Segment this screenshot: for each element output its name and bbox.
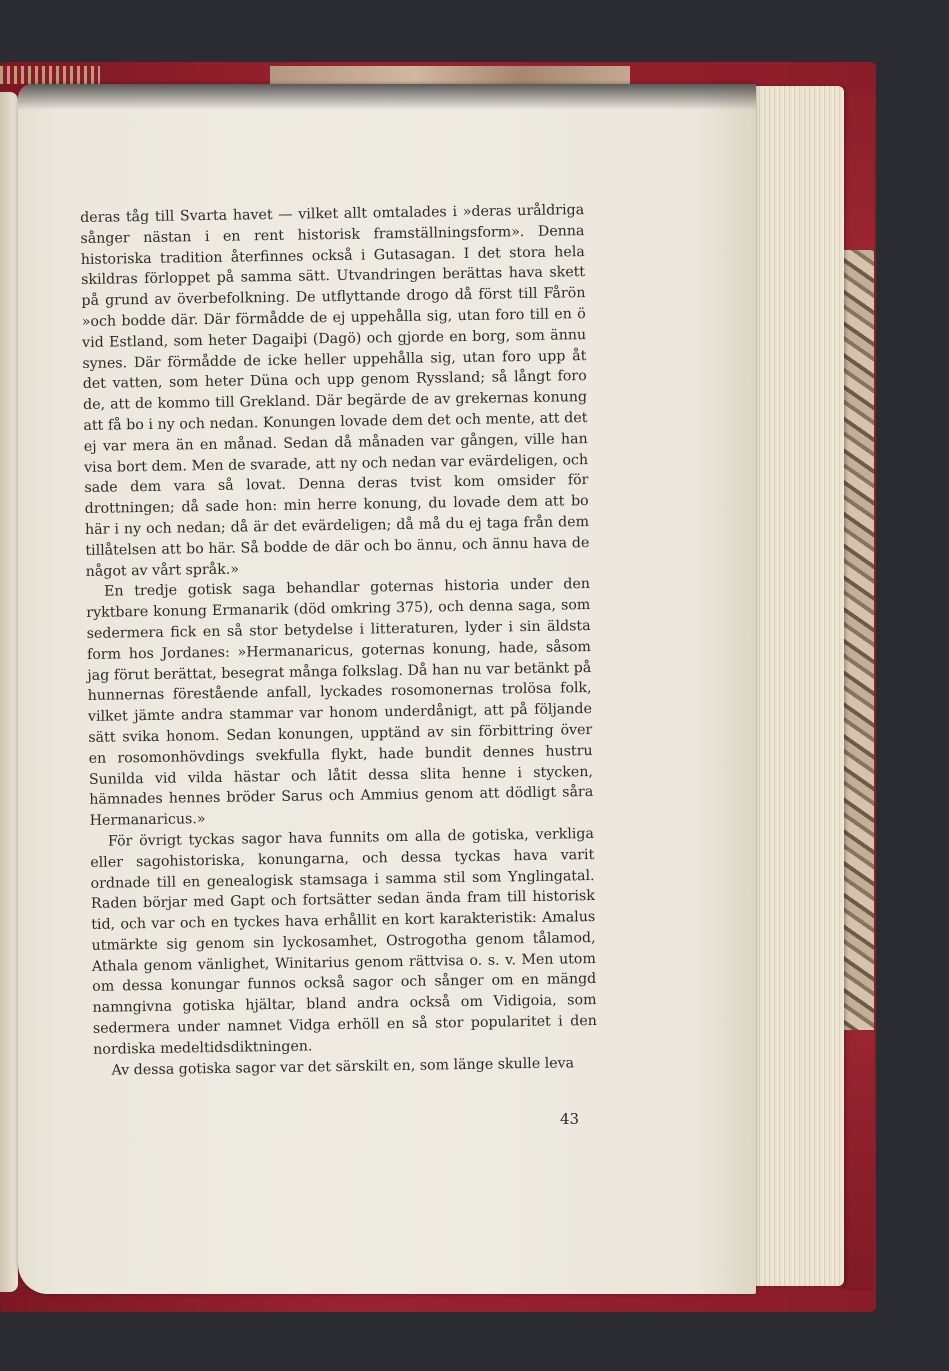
left-page-edge — [0, 92, 18, 1292]
page-text — [80, 200, 598, 1081]
paragraph: En tredje gotisk saga behandlar goternas historia under den ryktbare konung Ermanarik (död omkring 375), och denna saga, som sedermera fick en så stor betydelse i litteraturen, lyder i sin äldsta form hos Jordanes: »Hermanaricus, goternas konung, hade, såsom jag förut berättat, besegrat många folkslag. Då han nu var betänkt på hunnernas förestående anfall, lyckades rosomonernas trolösa folk, vilket jämte andra stammar var honom underdånigt, att på följande sätt svika honom. Sedan konungen, upptänd av sin förbittring över en rosomonhövdings svekfulla flykt, hade bundit dennes hustru Sunilda vid vilda hästar och låtit dessa slita henne i stycken, hämnades hennes bröder Sarus och Ammius genom att dödligt såra Hermanaricus.» — [86, 576, 594, 830]
cover-edge-top — [842, 90, 874, 250]
cover-ornament — [0, 66, 100, 84]
paragraph: deras tåg till Svarta havet — vilket allt omtalades i »deras uråldriga sånger nästan i en rent historisk framställningsform». Denna historiska tradition återfinnes också i Gutasagan. I det stora hela skildras förloppet på samma sätt. Utvandringen berättas hava skett på grund av överbefolkning. De utflyttande drogo då först till Fårön »och bodde där. Där förmådde de ej uppehålla sig, utan foro till en ö vid Estland, som heter Dagaiþi (Dagö) och gjorde en borg, som ännu synes. Där förmådde de icke heller uppehålla sig, utan foro upp åt det vatten, som heter Düna och upp genom Ryssland; så långt foro de, att de kommo till Grekland. Där begärde de av grekernas konung att få bo i ny och nedan. Konungen lovade dem det och mente, att det ej var mera än en månad. Sedan då månaden var gången, ville han visa bort dem. Men de svarade, att ny och nedan var evärdeligen, och sade dem vara så lovat. Denna deras tvist kom omsider för drottningen; då sade hon: min herre konung, du lovade dem att bo här i ny och nedan; då är det evärdeligen; då må du ej taga från dem tillåtelsen att bo här. Så bodde de där och bo ännu, och ännu hava de något av vårt språk.» — [80, 202, 590, 580]
paragraph: För övrigt tyckas sagor hava funnits om alla de gotiska, verkliga eller sagohistoriska, konungarna, och dessa tyckas hava varit ordnade till en genealogisk stamsaga i samma stil som Ynglingatal. Raden börjar med Gapt och fortsätter sedan ända fram till historisk tid, och var och en tyckes hava erhållit en kort karakteristik: Amalus utmärkte sig genom sin lyckosamhet, Ostrogotha genom tålamod, Athala genom vänlighet, Winitarius genom rättvisa o. s. v. Men utom om dessa konungar funnos också sagor och sånger om en mängd namngivna gotiska hjältar, bland andra också om Vidigoia, som sedermera under namnet Vidga erhöll en så stor popularitet i den nordiska medeltidsdiktningen. — [90, 825, 597, 1058]
page-shadow — [18, 84, 756, 110]
cover-edge-bottom — [842, 1030, 874, 1290]
page-stack — [752, 86, 844, 1286]
page-number: 43 — [560, 1110, 580, 1128]
paragraph: Av dessa gotiska sagor var det särskilt en, som länge skulle leva — [111, 1055, 575, 1079]
